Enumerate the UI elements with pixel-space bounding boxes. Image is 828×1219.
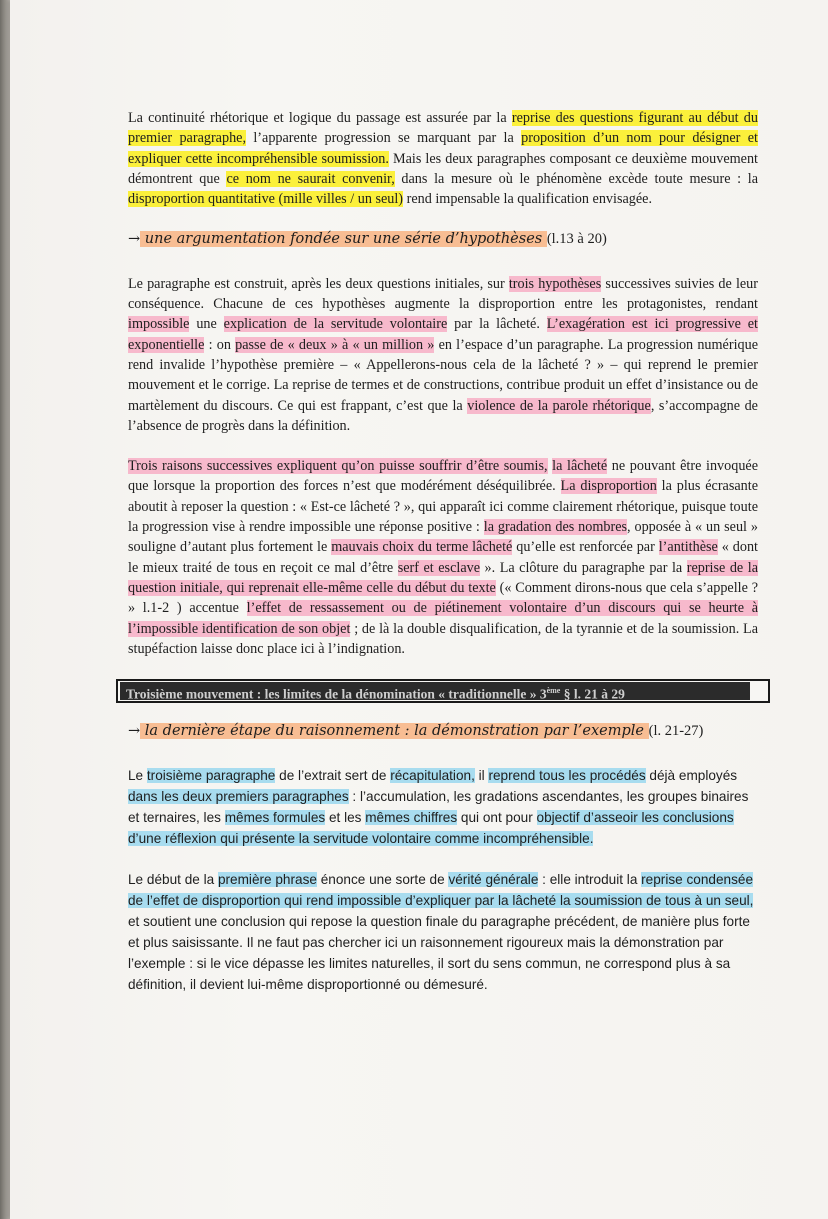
highlight-blue: première phrase [217,872,317,888]
highlight-pink: mauvais choix du terme lâcheté [331,539,513,556]
highlight-pink: la lâcheté [552,458,608,475]
page-edge-shadow [0,0,10,1219]
highlight-pink: reprise de la question initiale, qui reprenait elle-même celle du début du texte [128,559,758,596]
section-heading-demonstration [128,721,758,741]
section-heading-hypotheses [128,229,758,249]
highlight-blue: dans les deux premiers paragraphes [128,789,349,805]
heading-title: une argumentation fondée sur une série d’hypothèses [140,231,547,248]
paragraph-three-reasons: Trois raisons successives expliquent qu’on puisse souffrir d’être soumis, la lâcheté ne pouvant être invoquée que lorsque la proportion des forces n’est que modérément déséquilibrée. La disproportion la plus écrasante aboutit à reposer la question : « Est-ce lâcheté ? », qui apparaît ici comme clairement rhétorique, puisque toute la progression vise à rendre impossible une réponse positive : la gradation des nombres, opposée à « un seul » souligne d’autant plus fortement le mauvais choix du terme lâcheté qu’elle est renforcée par l’antithèse « dont le mieux traité de tous en reçoit ce mal d’être serf et esclave ». La clôture du paragraphe par la reprise de la question initiale, qui reprenait elle-même celle du début du texte (« Comment dirons-nous que cela s’appelle ? » l.1-2 ) accentue l’effet de ressassement ou de piétinement volontaire d’un discours qui se heurte à l’impossible identification de son objet ; de là la double disqualification, de la tyrannie et de la soumission. La stupéfaction laisse donc place ici à l’indignation. [128,458,759,657]
paragraph-recapitulation: Le troisième paragraphe de l’extrait sert de récapitulation, il reprend tous les procédés déjà employés dans les deux premiers paragraphes : l’accumulation, les gradations ascendantes, les groupes binaires et ternaires, les mêmes formules et les mêmes chiffres qui ont pour objectif d’asseoir les conclusions d’une réflexion qui présente la servitude volontaire comme incompréhensible. [128,768,749,847]
highlight-pink: l’effet de ressassement ou de piétinement volontaire d’un discours qui se heurte à l’impossible identification de son objet [128,600,758,637]
highlight-pink: passe de « deux » à « un million » [235,336,435,353]
highlight-pink: impossible [128,316,190,333]
highlight-yellow: reprise des questions figurant au début du premier paragraphe, [128,110,758,147]
line-reference: (l.13 à 20) [546,231,607,248]
highlight-pink: L’exagération est ici progressive et exponentielle [128,316,758,353]
highlight-yellow: disproportion quantitative (mille villes / un seul) [128,191,404,208]
highlight-pink: La disproportion [560,478,657,495]
highlight-pink: explication de la servitude volontaire [223,316,448,333]
highlight-blue: récapitulation, [390,768,475,784]
highlight-blue: mêmes formules [224,810,326,826]
line-reference: (l. 21-27) [648,723,704,740]
highlight-blue: reprend tous les procédés [488,768,646,784]
highlight-pink: l’antithèse [658,539,718,556]
movement-title: Troisième mouvement : les limites de la dénomination « traditionnelle » 3ème § l. 21 à 29 [120,682,750,700]
paragraph-general-truth: Le début de la première phrase énonce une sorte de vérité générale : elle introduit la reprise condensée de l’effet de disproportion qui rend impossible d’expliquer par la lâcheté la soumission de tous à un seul, et soutient une conclusion qui repose la question finale du paragraphe précédent, de manière plus forte et plus saisissante. Il ne faut pas chercher ici un raisonnement rigoureux mais la démonstration par l’exemple : si le vice dépasse les limites naturelles, il sort du sens commun, ne correspond plus à sa définition, il devient lui-même disproportionné ou démesuré. [128,872,754,993]
highlight-yellow: ce nom ne saurait convenir, [226,170,395,187]
highlight-blue: troisième paragraphe [146,768,276,784]
arrow-icon: → [128,723,141,740]
heading-title: la dernière étape du raisonnement : la démonstration par l’exemple [140,723,649,740]
highlight-pink: serf et esclave [397,559,481,576]
movement-title-box [116,679,770,703]
arrow-icon: → [128,231,141,248]
document-content [128,108,758,1015]
highlight-blue: mêmes chiffres [365,810,458,826]
highlight-blue: vérité générale [448,872,539,888]
highlight-pink: la gradation des nombres [483,519,628,536]
highlight-pink: violence de la parole rhétorique [467,397,651,414]
document-page [10,0,828,1219]
paragraph-hypotheses: Le paragraphe est construit, après les deux questions initiales, sur trois hypothèses successives suivies de leur conséquence. Chacune de ces hypothèses augmente la disproportion entre les protagonistes, rendant impossible une explication de la servitude volontaire par la lâcheté. L’exagération est ici progressive et exponentielle : on passe de « deux » à « un million » en l’espace d’un paragraphe. La progression numérique rend invalide l’hypothèse première – « Appellerons-nous cela de la lâcheté ? » – qui reprend le premier mouvement et le corrige. La reprise de termes et de constructions, contribue produit un effet d’insistance ou de martèlement du discours. Ce qui est frappant, c’est que la violence de la parole rhétorique, s’accompagne de l’absence de progrès dans la définition. [128,275,759,434]
highlight-blue: reprise condensée de l’effet de disproportion qui rend impossible d’expliquer par la lâcheté la soumission de tous à un seul, [128,872,754,909]
highlight-pink: Trois raisons successives expliquent qu’on puisse souffrir d’être soumis, [128,458,548,475]
highlight-pink: trois hypothèses [508,275,602,292]
highlight-yellow: proposition d’un nom pour désigner et expliquer cette incompréhensible soumission. [128,130,758,167]
paragraph-continuity: La continuité rhétorique et logique du passage est assurée par la reprise des questions figurant au début du premier paragraphe, l’apparente progression se marquant par la proposition d’un nom pour désigner et expliquer cette incompréhensible soumission. Mais les deux paragraphes composant ce deuxième mouvement démontrent que ce nom ne saurait convenir, dans la mesure où le phénomène excède toute mesure : la disproportion quantitative (mille villes / un seul) rend impensable la qualification envisagée. [128,110,758,208]
highlight-blue: objectif d’asseoir les conclusions d’une réflexion qui présente la servitude volontaire comme incompréhensible. [128,810,734,847]
